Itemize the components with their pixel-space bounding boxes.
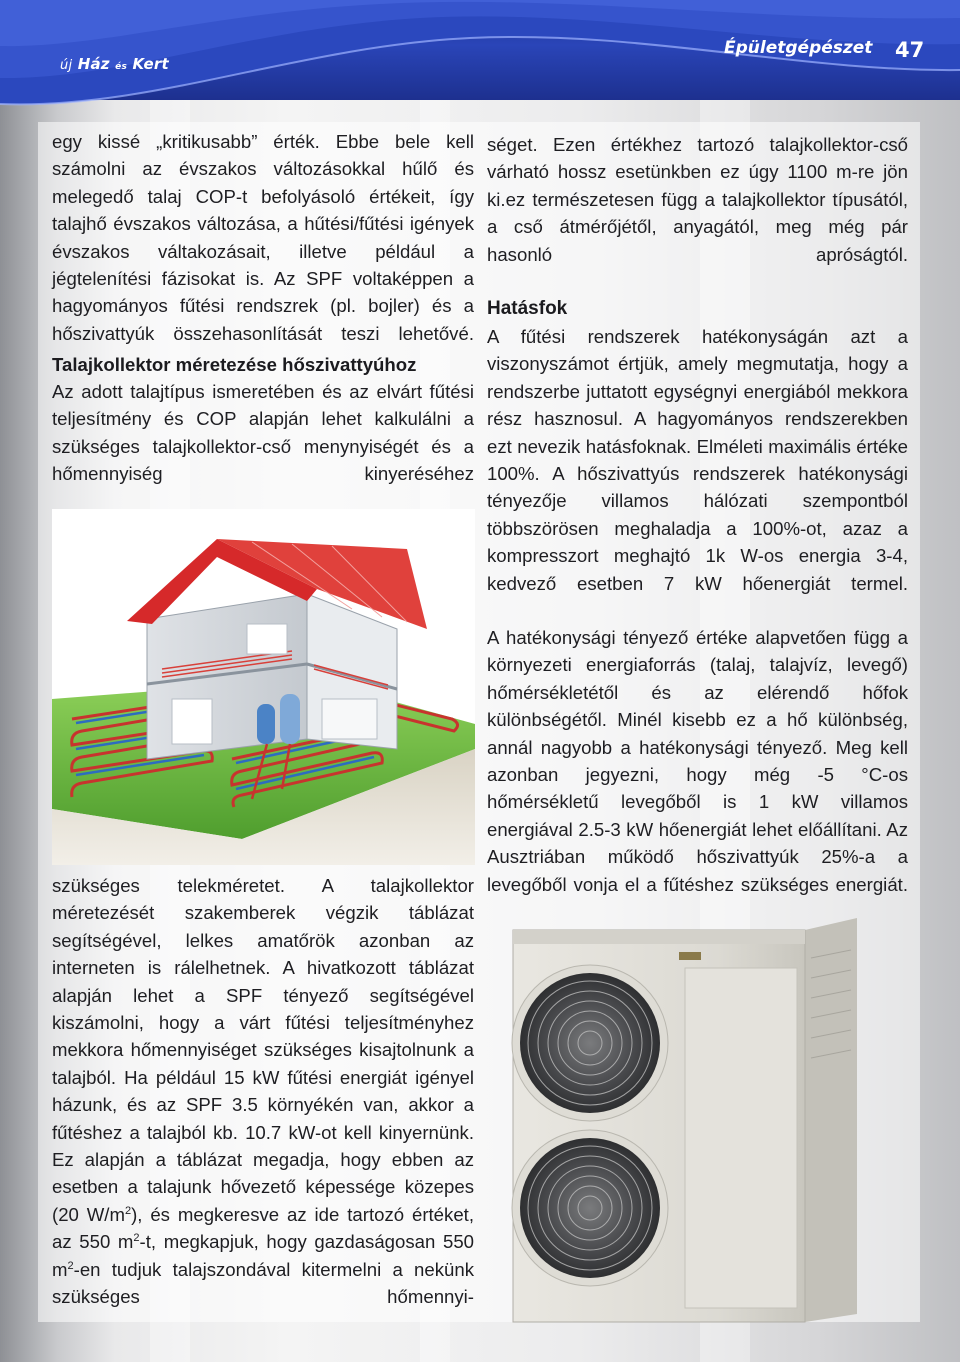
section-heading-hatasfok: Hatásfok	[487, 298, 568, 319]
right-paragraph-1: séget. Ezen értékhez tartozó talajkollektor-cső várható hossz esetünkben ez úgy 1100 m-re jön ki.ez természetesen függ a talajkollektor típusától, a cső átmérőjétől, anyagától, meg még pár hasonló apróságtól.	[487, 134, 908, 265]
brand-badge	[679, 952, 701, 960]
section-heading-talajkollektor: Talajkollektor méretezése hőszivattyúhoz	[52, 354, 417, 375]
fan-grille-bottom	[520, 1138, 660, 1278]
left-paragraph-1: egy kissé „kritikusabb” érték. Ebbe bele kell számolni az évszakos változásokkal hűlő és melegedő talaj COP-t befolyásoló értékeit, így talajhő évszakos változása, a hűtési/fűtési igények évszakos váltakozásait, illetve például a jégtelenítési fázisokat is. Az SPF voltaképpen a hagyományos fűtési rendszrek (pl. bojler) és a hőszivattyúk összehasonlítását teszi lehetővé.	[52, 131, 474, 344]
left-paragraph-3: szükséges telekméretet. A talajkollektor méretezését szakemberek végzik táblázat segítségével, lelkes amatőrök azonban az interneten is rálelhetnek. A hivatkozott táblázat alapján lehet a SPF tényező segítségével kiszámolni, hogy a várt fűtési teljesítményhez mekkora hőmennyiséget szükséges kisajtolnunk a talajból. Ha például 15 kW fűtési energiát igényel házunk, és az SPF 3.5 környékén van, akkor a fűtéshez a talajból kb. 10.7 kW-ot kell kinyernünk. Ez alapján a táblázat megadja, hogy ebben az esetben a talajunk hővezető képessége közepes (20 $W/m^2$), és megkeresve az ide tartozó értéket, az 550 $m^2-t$, megkapjuk, hogy gazdaságosan 550 $m^2-en$ tudjuk talajszondával kitermelni a nekünk szükséges hőmennyi-	[52, 875, 474, 1308]
storage-tank	[257, 704, 275, 744]
page-header	[0, 0, 960, 100]
right-paragraph-2: A fűtési rendszerek hatékonyságán azt a viszonyszámot értjük, amely megmutatja, hogy a rendszerbe juttatott egységnyi energiából mekkora rész hasznosul. A hagyományos rendszerekben ezt nevezik hatásfoknak. Elméleti maximális értéke 100%. A hőszivattyús rendszerek hatékonysági tényezője villamos hálózati szempontból többszörösen meghaladja a 100%-ot, azaz a kompresszort meghajtó 1k W-os energia 3-4, kedvező esetben 7 kW hőenergiát termel.	[487, 326, 908, 594]
page-number: 47	[895, 38, 925, 62]
heat-pump-house-illustration	[52, 509, 475, 865]
section-title: Épületgépészet	[724, 38, 873, 58]
fan-grille-top	[520, 973, 660, 1113]
magazine-logo: új Ház és Kert	[60, 55, 169, 73]
left-paragraph-2: Az adott talajtípus ismeretében és az elvárt fűtési teljesítmény és COP alapján lehet kalkulálni a szükséges talajkollektor-cső menynyiségét és a hőmennyiség kinyeréséhez	[52, 381, 474, 485]
heat-pump-unit	[280, 694, 300, 744]
outdoor-heat-pump-unit-photo	[505, 918, 891, 1328]
right-paragraph-3: A hatékonysági tényező értéke alapvetően függ a környezeti energiaforrás (talaj, talajvíz, levegő) hőmérsékletétől és az elérendő hőfok különbségétől. Minél kisebb ez a hő különbség, annál nagyobb a hatékonysági tényező. Meg kell azonban jegyezni, hogy még -5 °C-os hőmérsékletű levegőből is 1 kW villamos energiával 2.5-3 kW hőenergiát lehet előállítani. Az Ausztriában működő hőszivattyúk 25%-a a levegőből vonja el a fűtéshez szükséges energiát.	[487, 627, 908, 895]
